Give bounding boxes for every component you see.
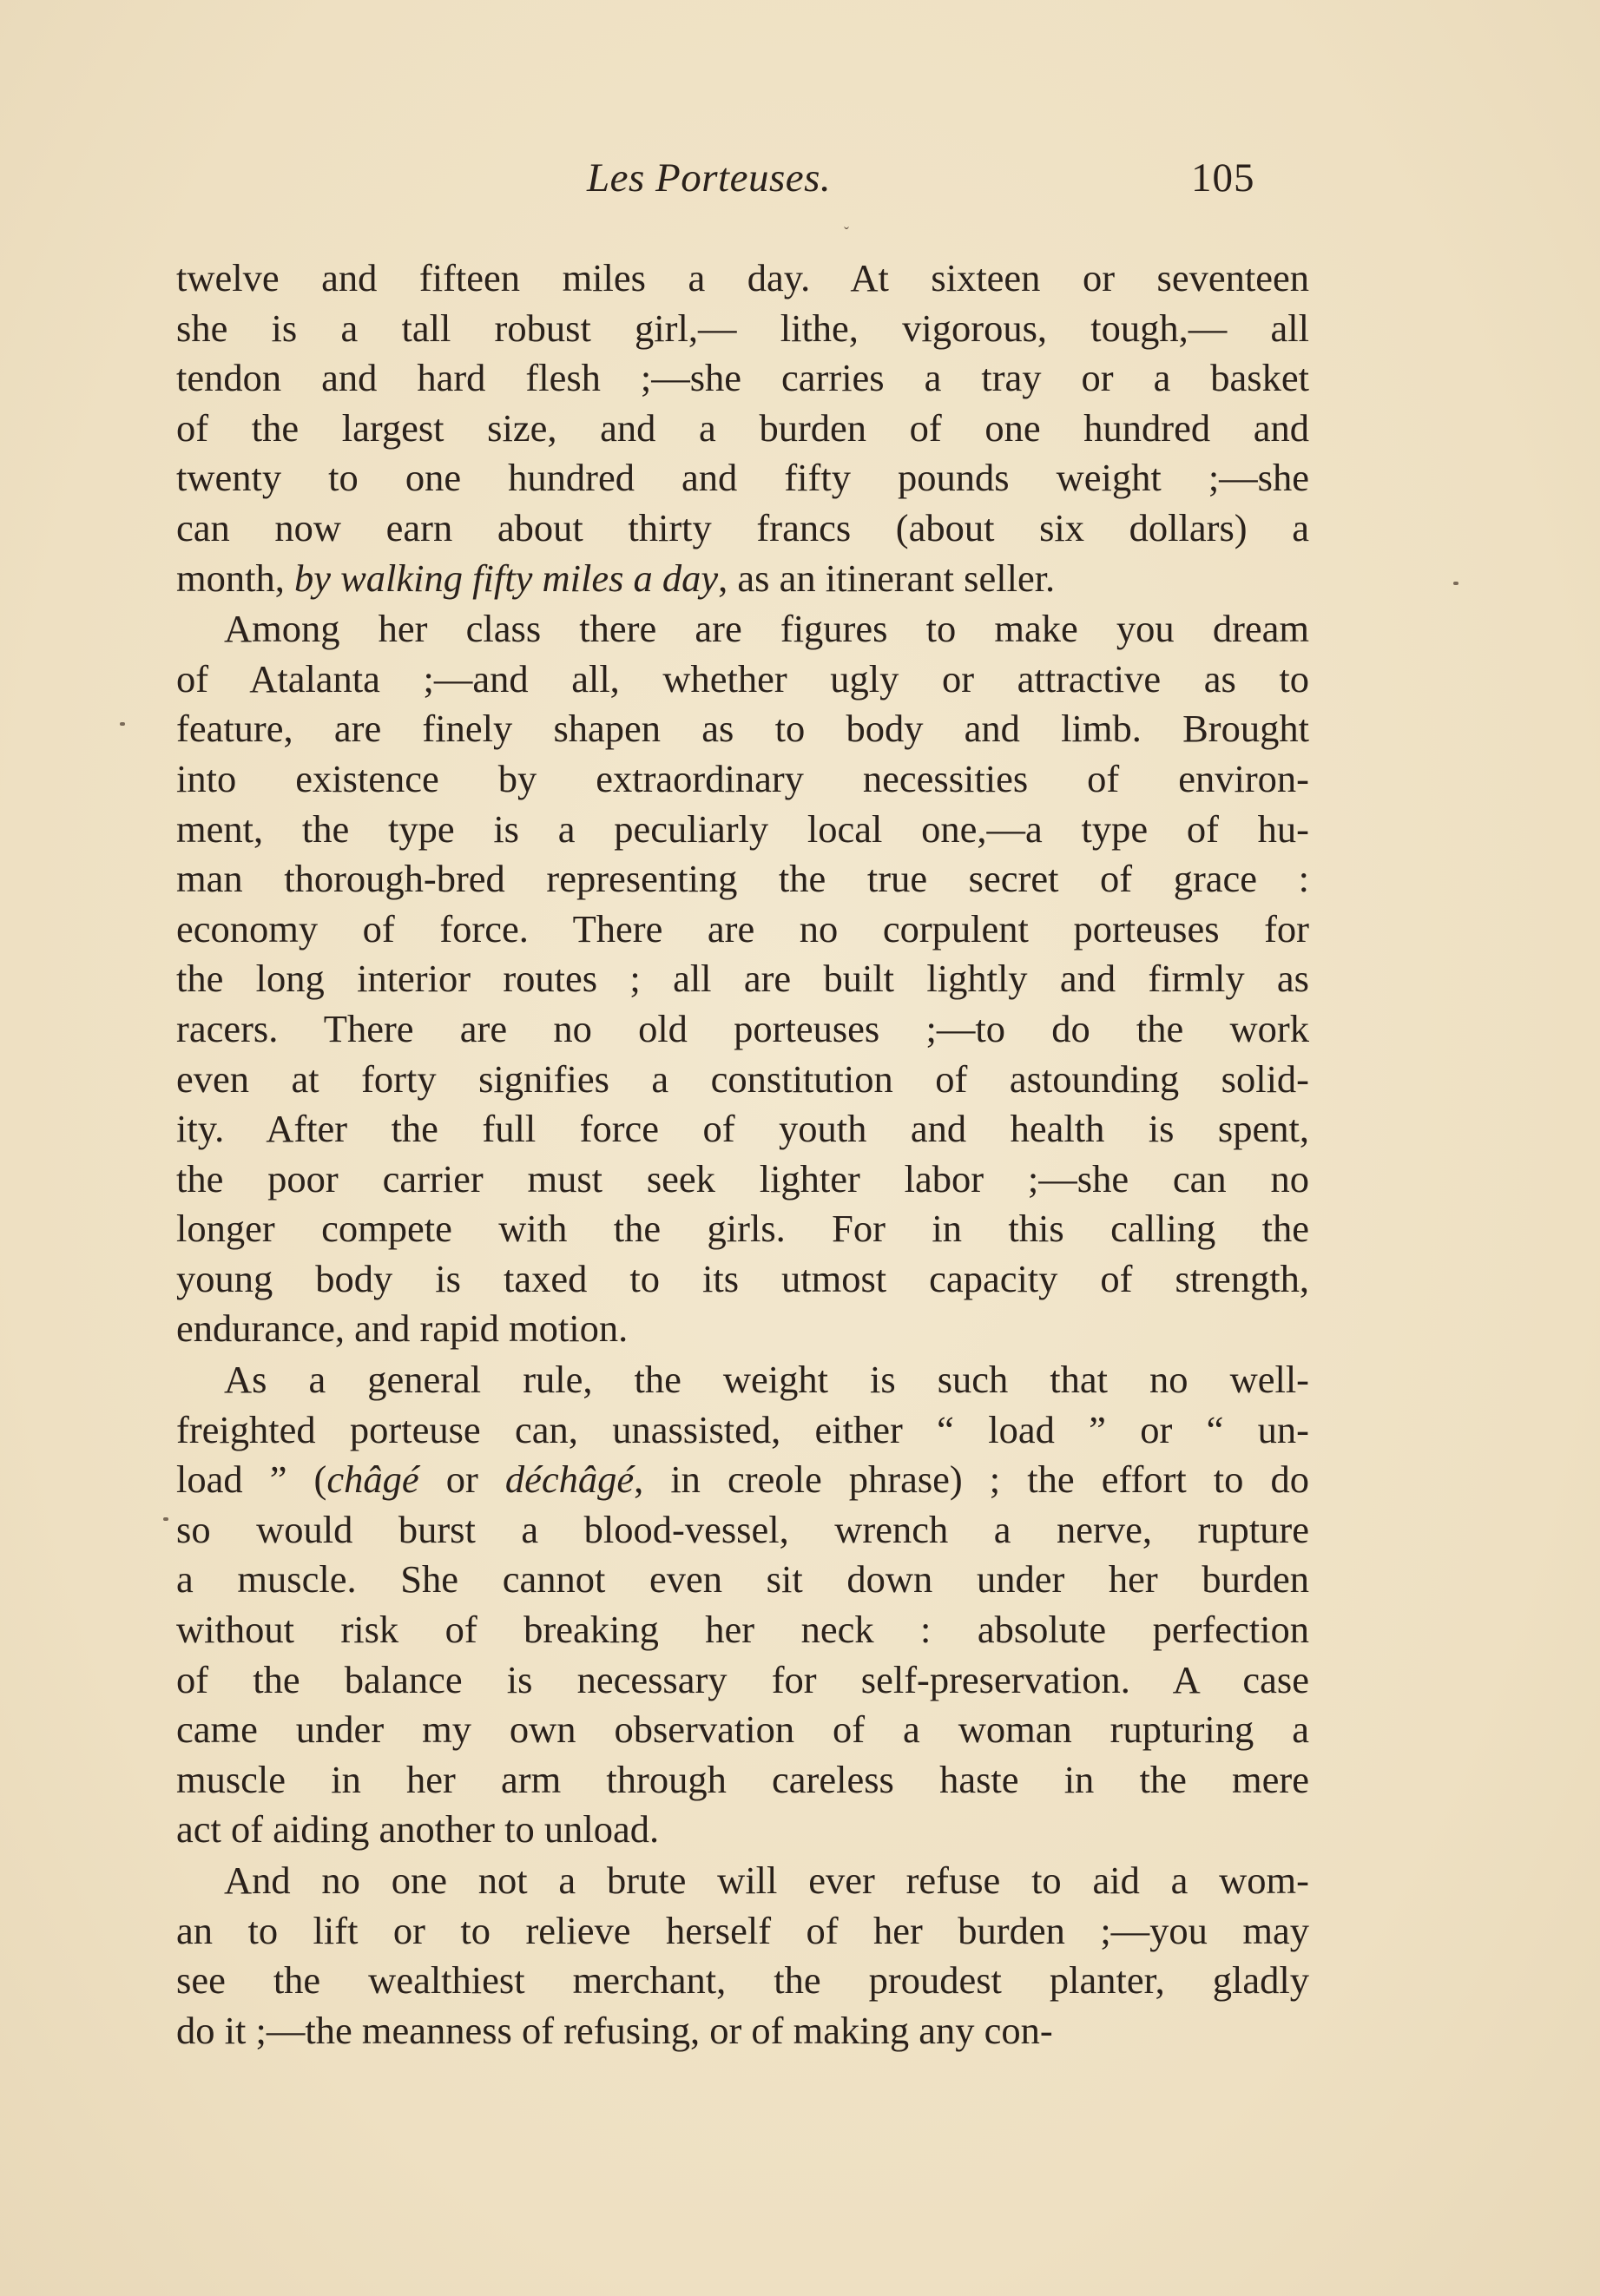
text-line: tendon and hard flesh ;—she carries a tray or a basket bbox=[176, 356, 1309, 400]
print-mark: ˇ bbox=[844, 224, 849, 241]
body-text bbox=[176, 253, 1309, 2056]
italic-phrase: châgé bbox=[326, 1457, 419, 1502]
print-speck bbox=[163, 1517, 168, 1521]
paragraph bbox=[176, 604, 1309, 1354]
text-line: act of aiding another to unload. bbox=[176, 1807, 660, 1852]
text-line: man thorough-bred representing the true secret of grace : bbox=[176, 857, 1309, 901]
text-line: ity. After the full force of youth and health is spent, bbox=[176, 1107, 1309, 1151]
italic-phrase: by walking fifty miles a day bbox=[293, 556, 719, 600]
text-line: see the wealthiest merchant, the proudest planter, gladly bbox=[176, 1958, 1309, 2003]
text-line: the long interior routes ; all are built lightly and firmly as bbox=[176, 957, 1309, 1001]
text-line: young body is taxed to its utmost capacity of strength, bbox=[176, 1256, 1309, 1300]
text-line: twenty to one hundred and fifty pounds weight ;—she bbox=[176, 456, 1309, 500]
page-header bbox=[0, 155, 1600, 207]
text-line: came under my own observation of a woman rupturing a bbox=[176, 1707, 1309, 1752]
text-line: Among her class there are figures to make you dream bbox=[224, 607, 1309, 651]
text-line: feature, are finely shapen as to body and limb. Brought bbox=[176, 707, 1309, 751]
text-line: of Atalanta ;—and all, whether ugly or attractive as to bbox=[176, 656, 1309, 701]
text-line: longer compete with the girls. For in this calling the bbox=[176, 1207, 1309, 1251]
text-line: of the balance is necessary for self-preservation. A case bbox=[176, 1657, 1309, 1701]
text-line: freighted porteuse can, unassisted, either “ load ” or “ un- bbox=[176, 1407, 1309, 1451]
text-line: And no one not a brute will ever refuse to aid a wom- bbox=[224, 1859, 1309, 1902]
page-number: 105 bbox=[1191, 155, 1255, 201]
text-line: month, by walking fifty miles a day, as an itinerant seller. bbox=[176, 556, 1056, 600]
text-line: As a general rule, the weight is such that no well- bbox=[224, 1358, 1309, 1402]
text-line: endurance, and rapid motion. bbox=[176, 1306, 629, 1351]
text-line: muscle in her arm through careless haste in the mere bbox=[176, 1757, 1309, 1801]
text-line: can now earn about thirty francs (about six dollars) a bbox=[176, 505, 1309, 549]
text-line: without risk of breaking her neck : absolute perfection bbox=[176, 1608, 1309, 1652]
italic-phrase: déchâgé bbox=[504, 1457, 635, 1502]
text-line: into existence by extraordinary necessities of environ- bbox=[176, 756, 1309, 800]
text-line: even at forty signifies a constitution of astounding solid- bbox=[176, 1056, 1309, 1101]
text-line: she is a tall robust girl,— lithe, vigorous, tough,— all bbox=[176, 306, 1309, 350]
text-line: twelve and fifteen miles a day. At sixteen or seventeen bbox=[176, 256, 1309, 299]
text-line: the poor carrier must seek lighter labor ;—she can no bbox=[176, 1156, 1309, 1201]
running-title: Les Porteuses. bbox=[587, 155, 832, 201]
text-line: racers. There are no old porteuses ;—to do the work bbox=[176, 1006, 1309, 1050]
print-speck bbox=[120, 722, 125, 726]
text-line: do it ;—the meanness of refusing, or of making any con- bbox=[176, 2008, 1053, 2052]
paragraph bbox=[176, 1856, 1309, 2056]
text-line: ment, the type is a peculiarly local one,—a type of hu- bbox=[176, 806, 1309, 851]
text-line: an to lift or to relieve herself of her burden ;—you may bbox=[176, 1908, 1309, 1952]
paragraph bbox=[176, 1355, 1309, 1855]
text-line: a muscle. She cannot even sit down under her burden bbox=[176, 1557, 1309, 1602]
text-line: load ” (châgé or déchâgé, in creole phrase) ; the effort to do bbox=[176, 1457, 1309, 1502]
print-speck bbox=[1453, 582, 1458, 585]
text-line: of the largest size, and a burden of one hundred and bbox=[176, 405, 1309, 450]
text-line: so would burst a blood-vessel, wrench a nerve, rupture bbox=[176, 1507, 1309, 1551]
text-line: economy of force. There are no corpulent porteuses for bbox=[176, 906, 1309, 951]
paragraph bbox=[176, 253, 1309, 603]
